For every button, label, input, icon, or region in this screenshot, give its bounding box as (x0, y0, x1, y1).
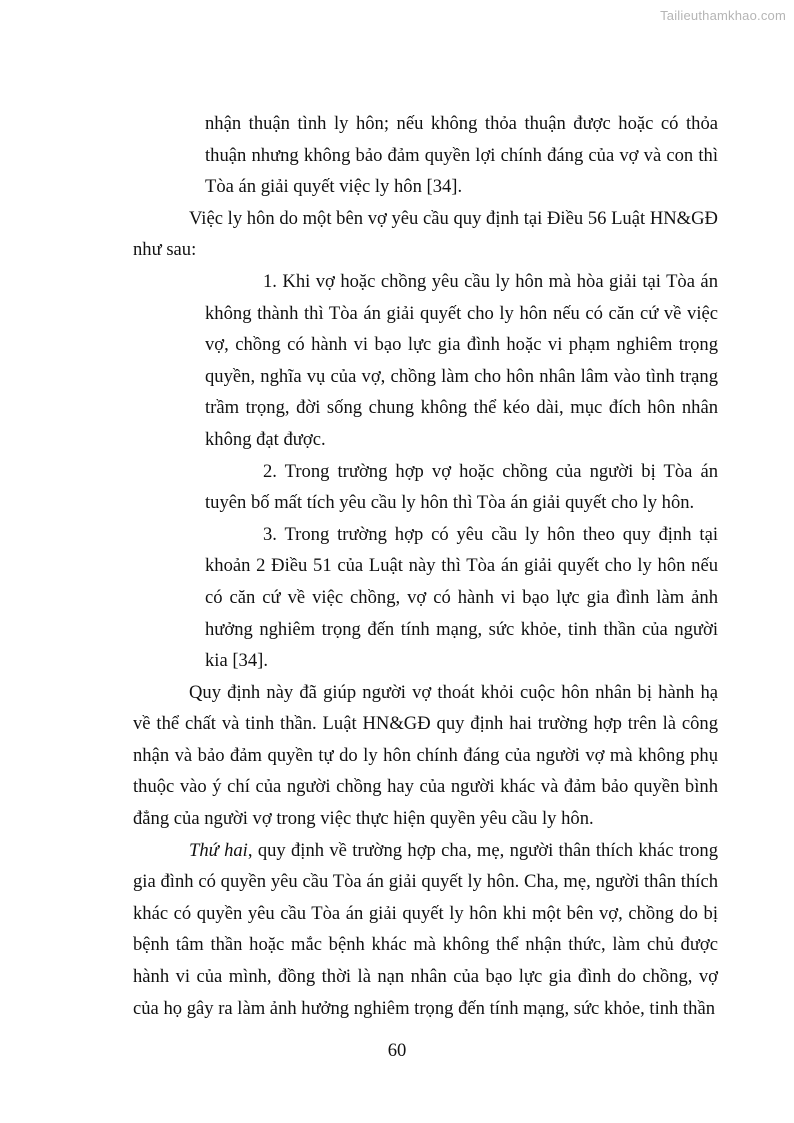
quote-item-2: 2. Trong trường hợp vợ hoặc chồng của người bị Tòa án tuyên bố mất tích yêu cầu ly hôn thì Tòa án giải quyết cho ly hôn. (205, 460, 718, 514)
paragraph-second-lead: Thứ hai (189, 839, 248, 861)
quote-item-1: 1. Khi vợ hoặc chồng yêu cầu ly hôn mà hòa giải tại Tòa án không thành thì Tòa án giải quyết cho ly hôn nếu có căn cứ về việc vợ, chồng có hành vi bạo lực gia đình hoặc vi phạm nghiêm trọng quyền, nghĩa vụ của vợ, chồng làm cho hôn nhân lâm vào tình trạng trầm trọng, đời sống chung không thể kéo dài, mục đích hôn nhân không đạt được. (205, 270, 718, 450)
paragraph-second-case (133, 835, 718, 1025)
paragraph-regulation-effect: Quy định này đã giúp người vợ thoát khỏi cuộc hôn nhân bị hành hạ về thể chất và tinh thần. Luật HN&GĐ quy định hai trường hợp trên là công nhận và bảo đảm quyền tự do ly hôn chính đáng của người vợ mà không phụ thuộc vào ý chí của người chồng hay của người khác và đảm bảo quyền bình đẳng của người vợ trong việc thực hiện quyền yêu cầu ly hôn. (133, 681, 718, 830)
watermark-text: Tailieuthamkhao.com (660, 8, 786, 23)
paragraph-article-56-intro: Việc ly hôn do một bên vợ yêu cầu quy định tại Điều 56 Luật HN&GĐ như sau: (133, 207, 718, 261)
page-number: 60 (387, 1040, 407, 1061)
document-body (133, 108, 718, 1024)
quote-item-3: 3. Trong trường hợp có yêu cầu ly hôn theo quy định tại khoản 2 Điều 51 của Luật này thì Tòa án giải quyết cho ly hôn nếu có căn cứ về việc chồng, vợ có hành vi bạo lực gia đình làm ảnh hưởng nghiêm trọng đến tính mạng, sức khỏe, tinh thần của người kia [34]. (205, 523, 718, 672)
paragraph-second-text: , quy định về trường hợp cha, mẹ, người thân thích khác trong gia đình có quyền yêu cầu Tòa án giải quyết ly hôn. Cha, mẹ, người thân thích khác có quyền yêu cầu Tòa án giải quyết ly hôn khi một bên vợ, chồng do bị bệnh tâm thần hoặc mắc bệnh khác mà không thể nhận thức, làm chủ được hành vi của mình, đồng thời là nạn nhân của bạo lực gia đình do chồng, vợ của họ gây ra làm ảnh hưởng nghiêm trọng đến tính mạng, sức khỏe, tinh thần (133, 839, 719, 1019)
quote-intro-continuation: nhận thuận tình ly hôn; nếu không thỏa thuận được hoặc có thỏa thuận nhưng không bảo đảm quyền lợi chính đáng của vợ và con thì Tòa án giải quyết việc ly hôn [34]. (205, 113, 718, 198)
